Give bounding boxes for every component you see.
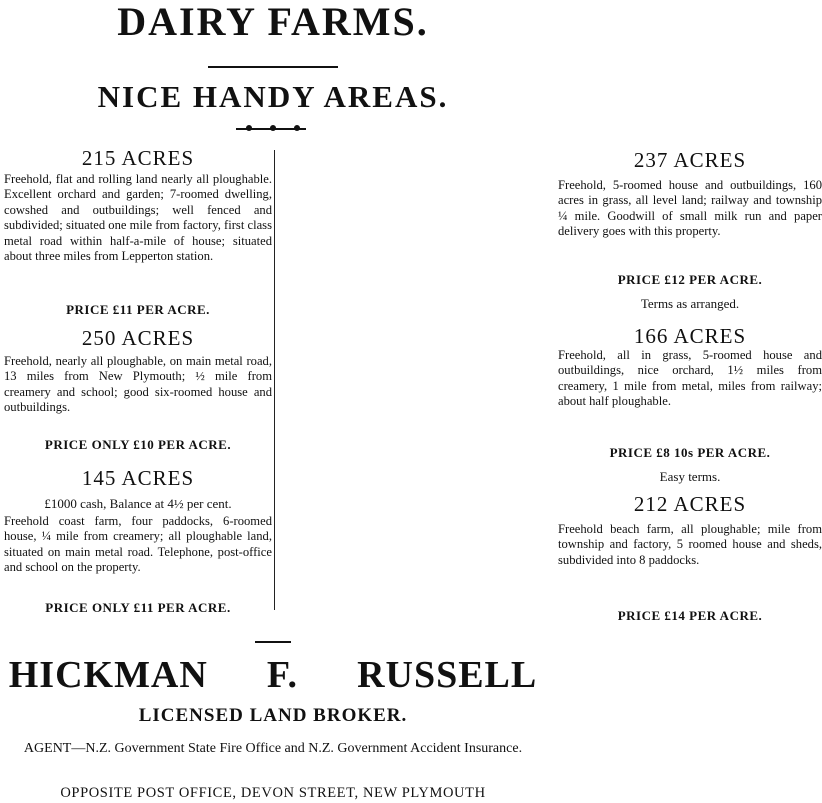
listing-terms: Terms as arranged.: [640, 296, 740, 311]
listing-description: Freehold, flat and rolling land nearly all ploughable. Excellent orchard and garden; 7-roomed dwelling, cowshed and outbuildings; well fenced and subdivided; situated one mile from factory, first class metal road within half-a-mile of house; situated about three miles from Lepperton station.: [4, 172, 272, 264]
agent-name-initial: F.: [266, 654, 299, 696]
listing-heading: 237 ACRES: [633, 148, 747, 172]
agent-name: [0, 653, 546, 697]
agent-name-last: RUSSELL: [357, 654, 538, 696]
page-title: DAIRY FARMS.: [117, 0, 429, 44]
footer-rule: [255, 641, 291, 643]
listing-description: Freehold, nearly all ploughable, on main metal road, 13 miles from New Plymouth; ½ mile from creamery and school; good six-roomed house and outbuildings.: [4, 354, 272, 415]
divider-rule: [208, 66, 338, 68]
listing-price: PRICE £11 PER ACRE.: [66, 302, 210, 317]
listing-price: PRICE ONLY £11 PER ACRE.: [45, 600, 231, 615]
listing-description: Freehold coast farm, four paddocks, 6-roomed house, ¼ mile from creamery; all ploughable land, situated on main metal road. Telephone, post-office and school on the property.: [4, 514, 272, 575]
listing-heading: 250 ACRES: [81, 326, 195, 350]
listing-heading: 166 ACRES: [633, 324, 747, 348]
listing-heading: 215 ACRES: [81, 146, 195, 170]
listing-price: PRICE £14 PER ACRE.: [617, 608, 763, 623]
ornament-dot: [270, 125, 276, 131]
agency-line: AGENT—N.Z. Government State Fire Office and N.Z. Government Accident Insurance.: [23, 741, 523, 756]
column-divider: [274, 150, 275, 610]
page-subtitle: NICE HANDY AREAS.: [97, 79, 449, 114]
listing-price: PRICE £12 PER ACRE.: [617, 272, 763, 287]
agent-title: LICENSED LAND BROKER.: [138, 705, 408, 726]
listing-terms: Easy terms.: [659, 469, 721, 484]
listing-terms: £1000 cash, Balance at 4½ per cent.: [44, 496, 232, 511]
listing-description: Freehold, 5-roomed house and outbuildings, 160 acres in grass, all level land; railway and township ¼ mile. Goodwill of small milk run and paper delivery goes with this property.: [558, 178, 822, 239]
listing-description: Freehold, all in grass, 5-roomed house and outbuildings, nice orchard, 1½ miles from creamery, 1 mile from metal, miles from railway; about half ploughable.: [558, 348, 822, 409]
listing-heading: 145 ACRES: [81, 466, 195, 490]
address-line: OPPOSITE POST OFFICE, DEVON STREET, NEW PLYMOUTH: [60, 785, 486, 801]
ornament-dot: [246, 125, 252, 131]
agent-name-first: HICKMAN: [8, 654, 208, 696]
listing-price: PRICE ONLY £10 PER ACRE.: [44, 437, 232, 452]
ornament-dot: [294, 125, 300, 131]
listing-price: PRICE £8 10s PER ACRE.: [609, 445, 771, 460]
listing-description: Freehold beach farm, all ploughable; mile from township and factory, 5 roomed house and sheds, subdivided into 8 paddocks.: [558, 522, 822, 567]
listing-heading: 212 ACRES: [633, 492, 747, 516]
